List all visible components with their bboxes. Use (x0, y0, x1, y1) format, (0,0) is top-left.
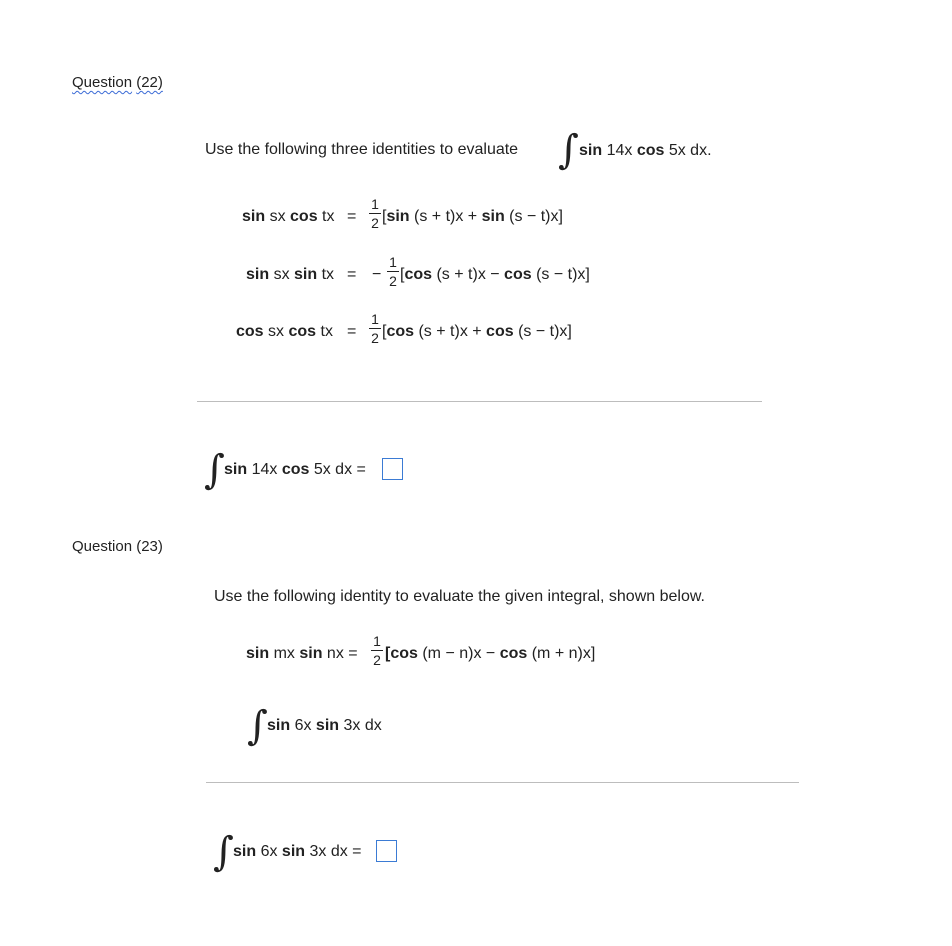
identity-2-lhs: sin sx sin tx (246, 266, 335, 283)
question-23-given-integral: sin 6x sin 3x dx (267, 717, 382, 734)
identity-1-equals: = (347, 208, 357, 225)
identity-1-rhs: [sin (s + t)x + sin (s − t)x] (382, 208, 563, 225)
divider (197, 401, 762, 402)
integral-sign: ∫ (558, 127, 579, 173)
identity-2-sign: − (372, 266, 382, 283)
question-22-answer-input[interactable] (382, 458, 403, 480)
question-23-answer-input[interactable] (376, 840, 397, 862)
identity-2-equals: = (347, 266, 357, 283)
question-23-answer-expression: sin 6x sin 3x dx = (233, 843, 362, 860)
integral-sign: ∫ (213, 829, 234, 875)
question-23-heading: Question (23) (72, 538, 163, 555)
question-23-identity-lhs: sin mx sin nx = (246, 645, 358, 662)
integral-sign: ∫ (204, 447, 225, 493)
integral-sign: ∫ (247, 703, 268, 749)
identity-1-fraction: 1 2 (369, 196, 381, 231)
question-22-integrand: sin 14x cos 5x dx. (579, 142, 712, 159)
question-22-label: Question (72, 74, 133, 91)
divider (206, 782, 799, 783)
identity-3-lhs: cos sx cos tx (236, 323, 333, 340)
question-23-identity-fraction: 1 2 (371, 633, 383, 668)
question-22-number: (22) (136, 74, 163, 91)
question-22-intro: Use the following three identities to evaluate (205, 141, 519, 158)
identity-1-lhs: sin sx cos tx (242, 208, 335, 225)
question-22-heading (72, 74, 163, 91)
identity-2-fraction: 1 2 (387, 254, 399, 289)
question-22-answer-expression: sin 14x cos 5x dx = (224, 461, 366, 478)
identity-3-equals: = (347, 323, 357, 340)
identity-3-fraction: 1 2 (369, 311, 381, 346)
question-23-identity-rhs: [cos (m − n)x − cos (m + n)x] (385, 645, 596, 662)
identity-2-rhs: [cos (s + t)x − cos (s − t)x] (400, 266, 590, 283)
question-23-intro: Use the following identity to evaluate the given integral, shown below. (214, 588, 705, 605)
identity-3-rhs: [cos (s + t)x + cos (s − t)x] (382, 323, 572, 340)
